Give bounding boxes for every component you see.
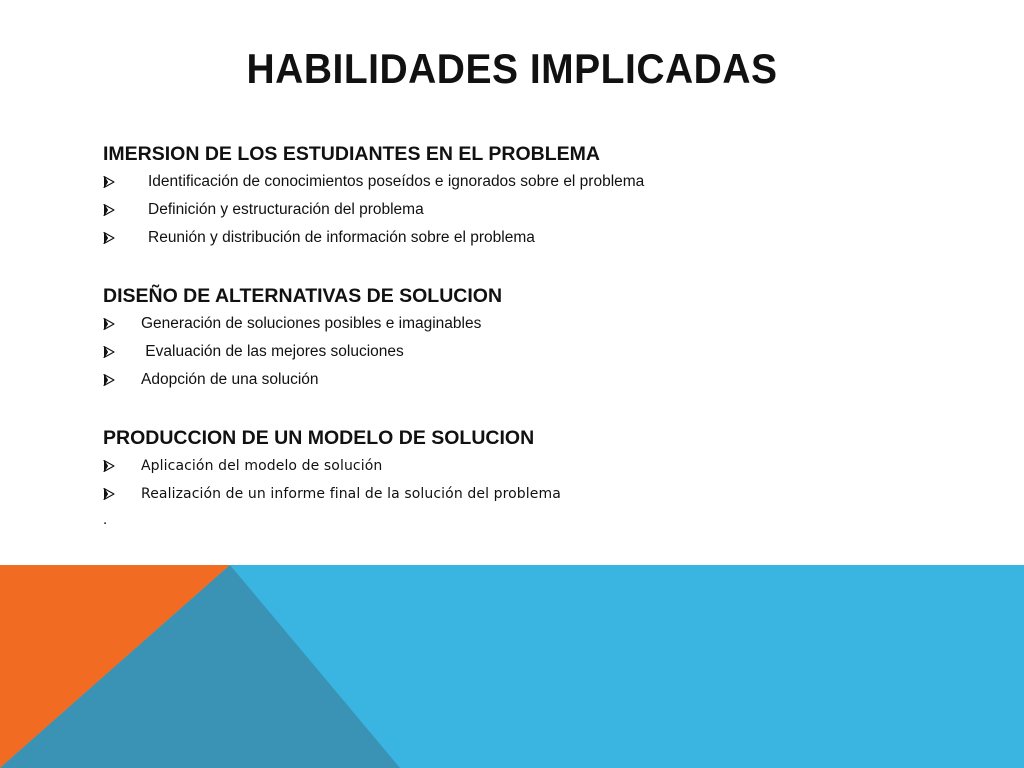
arrow-bullet-icon — [103, 196, 117, 224]
list-item-text: Definición y estructuración del problema — [148, 201, 424, 218]
list-item-text: Realización de un informe final de la solución del problema — [141, 486, 561, 502]
bullet-list-alternatives — [103, 310, 923, 394]
slide-title: HABILIDADES IMPLICADAS — [246, 46, 778, 93]
list-item — [103, 452, 923, 480]
section-spacer — [103, 394, 923, 424]
list-item-text: Evaluación de las mejores soluciones — [141, 343, 404, 360]
arrow-bullet-icon — [103, 452, 117, 480]
list-item-text: Aplicación del modelo de solución — [141, 458, 383, 474]
bullet-list-model — [103, 452, 923, 508]
list-item — [103, 224, 923, 252]
section-spacer — [103, 252, 923, 282]
list-item-text: Generación de soluciones posibles e imaginables — [141, 315, 482, 332]
arrow-bullet-icon — [103, 338, 117, 366]
section-heading-model: PRODUCCION DE UN MODELO DE SOLUCION — [103, 427, 535, 449]
list-item — [103, 196, 923, 224]
arrow-bullet-icon — [103, 366, 117, 394]
section-heading-immersion: IMERSION DE LOS ESTUDIANTES EN EL PROBLEMA — [103, 143, 600, 165]
list-item-text: Reunión y distribución de información sobre el problema — [148, 229, 535, 246]
section-heading-alternatives: DISEÑO DE ALTERNATIVAS DE SOLUCION — [103, 285, 503, 307]
arrow-bullet-icon — [103, 168, 117, 196]
list-item-text: Adopción de una solución — [141, 371, 319, 388]
arrow-bullet-icon — [103, 310, 117, 338]
arrow-bullet-icon — [103, 224, 117, 252]
list-item — [103, 310, 923, 338]
list-item — [103, 168, 923, 196]
bullet-list-immersion — [103, 168, 923, 252]
trailing-mark: . — [103, 511, 108, 528]
slide-content — [103, 140, 923, 530]
list-item — [103, 366, 923, 394]
arrow-bullet-icon — [103, 480, 117, 508]
list-item-text: Identificación de conocimientos poseídos e ignorados sobre el problema — [148, 173, 645, 190]
list-item — [103, 480, 923, 508]
list-item — [103, 338, 923, 366]
decorative-footer-band — [0, 565, 1024, 768]
